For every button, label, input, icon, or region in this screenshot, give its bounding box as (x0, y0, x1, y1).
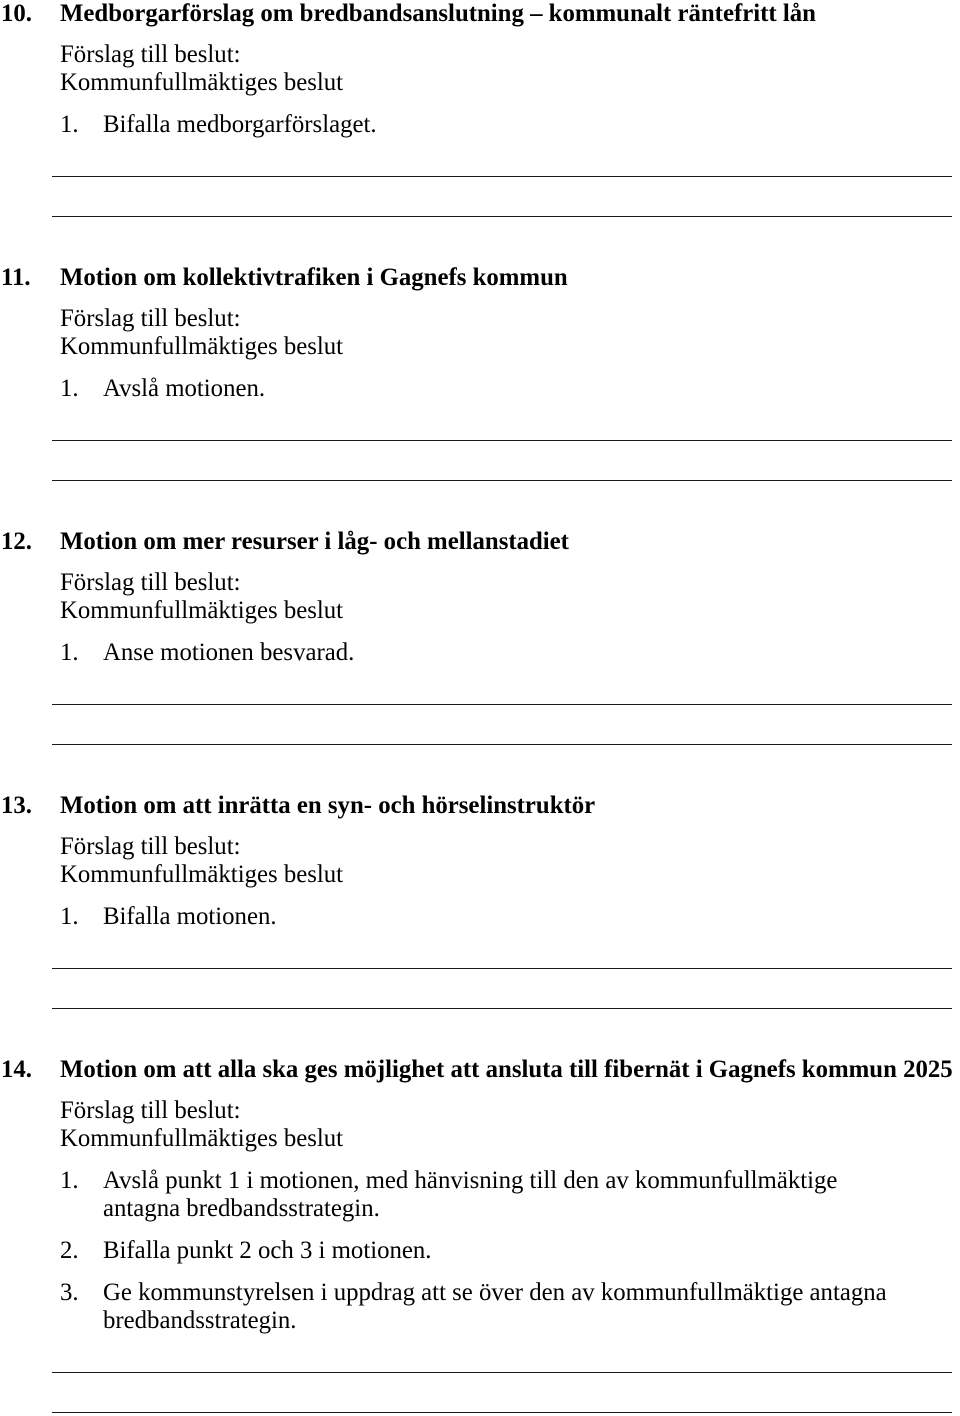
note-line (52, 1412, 952, 1413)
agenda-item (0, 1056, 960, 1413)
item-title: Medborgarförslag om bredbandsanslutning – kommunalt räntefritt lån (60, 0, 816, 27)
decision-number: 1. (60, 1167, 79, 1194)
item-title: Motion om att inrätta en syn- och hörselinstruktör (60, 792, 596, 819)
item-title: Motion om kollektivtrafiken i Gagnefs kommun (60, 264, 568, 291)
decision-text: Bifalla medborgarförslaget. (103, 111, 377, 138)
note-line (52, 968, 952, 969)
decision-heading: Kommunfullmäktiges beslut (60, 597, 344, 624)
agenda-item (0, 264, 960, 481)
decision-text: Avslå punkt 1 i motionen, med hänvisning till den av kommunfullmäktige antagna bredbandsstrategin. (103, 1167, 838, 1222)
proposal-label: Förslag till beslut: (60, 305, 241, 332)
decision-list (60, 903, 960, 931)
proposal-label: Förslag till beslut: (60, 833, 241, 860)
note-line (52, 704, 952, 705)
proposal-label: Förslag till beslut: (60, 569, 241, 596)
decision-list (60, 111, 960, 139)
decision-text: Bifalla motionen. (103, 903, 277, 930)
decision-list (60, 639, 960, 667)
item-title: Motion om att alla ska ges möjlighet att ansluta till fibernät i Gagnefs kommun 2025 (60, 1056, 953, 1083)
agenda-item (0, 528, 960, 745)
decision-number: 1. (60, 111, 79, 138)
decision-point (60, 1279, 960, 1335)
decision-point (60, 1167, 960, 1223)
decision-number: 1. (60, 639, 79, 666)
item-heading (0, 0, 960, 28)
item-heading (0, 264, 960, 292)
decision-list (60, 1167, 960, 1335)
note-line (52, 176, 952, 177)
decision-point (60, 111, 960, 139)
item-title: Motion om mer resurser i låg- och mellanstadiet (60, 528, 569, 555)
note-line (52, 440, 952, 441)
item-number: 14. (1, 1056, 32, 1083)
note-line (52, 216, 952, 217)
decision-point (60, 1237, 960, 1265)
decision-number: 2. (60, 1237, 79, 1264)
decision-heading: Kommunfullmäktiges beslut (60, 69, 344, 96)
item-number: 10. (1, 0, 32, 27)
decision-text: Anse motionen besvarad. (103, 639, 355, 666)
agenda-item (0, 0, 960, 217)
decision-list (60, 375, 960, 403)
note-line (52, 1372, 952, 1373)
item-heading (0, 1056, 960, 1084)
note-line (52, 1008, 952, 1009)
decision-point (60, 903, 960, 931)
decision-heading: Kommunfullmäktiges beslut (60, 333, 344, 360)
proposal-label: Förslag till beslut: (60, 41, 241, 68)
note-line (52, 480, 952, 481)
proposal-label: Förslag till beslut: (60, 1097, 241, 1124)
agenda-item (0, 792, 960, 1009)
item-number: 11. (1, 264, 31, 291)
decision-number: 3. (60, 1279, 79, 1306)
decision-heading: Kommunfullmäktiges beslut (60, 861, 344, 888)
item-heading (0, 792, 960, 820)
item-heading (0, 528, 960, 556)
decision-number: 1. (60, 903, 79, 930)
decision-point (60, 375, 960, 403)
decision-point (60, 639, 960, 667)
decision-text: Ge kommunstyrelsen i uppdrag att se över den av kommunfullmäktige antagna bredbandsstrategin. (103, 1279, 887, 1334)
item-number: 12. (1, 528, 32, 555)
note-line (52, 744, 952, 745)
decision-heading: Kommunfullmäktiges beslut (60, 1125, 344, 1152)
decision-text: Bifalla punkt 2 och 3 i motionen. (103, 1237, 432, 1264)
decision-text: Avslå motionen. (103, 375, 266, 402)
decision-number: 1. (60, 375, 79, 402)
item-number: 13. (1, 792, 32, 819)
